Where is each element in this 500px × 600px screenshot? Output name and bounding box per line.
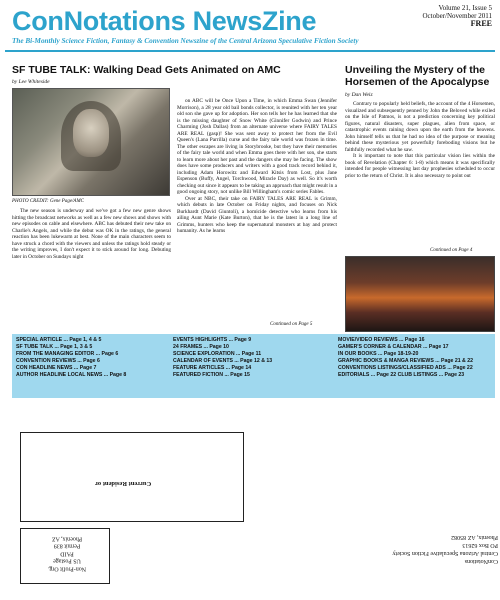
return-line: ConNotations: [464, 558, 498, 564]
article1-continued: Continued on Page 5: [270, 322, 313, 327]
current-resident-label: Current Resident or: [95, 480, 152, 487]
index-item[interactable]: FEATURE ARTICLES ... Page 14: [173, 364, 252, 371]
index-column-1: [16, 337, 166, 378]
article1-col1-text: The new season is underway and we've got a few new genre shows hitting the broadcast networks as well as a few new shows and shows with new episodes on cable and elsewhere. ABC has debuted their new take on Charlie's Angels, and while the debut was OK in the ratings, the general reaction has been lukewarm at best. None of the main characters seem to have struck a chord with the viewers and unless the ratings hold steady or the writing improves, I don't expect it to stick around for long. Debuting later in October on Sundays night: [12, 208, 171, 260]
index-item[interactable]: IN OUR BOOKS ... Page 18-19-20: [338, 350, 419, 357]
return-line: Central Arizona Speculative Fiction Society: [392, 550, 498, 556]
index-column-3: [338, 337, 493, 378]
article1-headline: SF TUBE TALK: Walking Dead Gets Animated on AMC: [12, 64, 281, 76]
index-item[interactable]: 24 FRAMES ... Page 10: [173, 343, 229, 350]
mailing-label-box: [20, 432, 244, 522]
postage-line: Non-Profit Org.: [47, 565, 87, 572]
zombie-face-shape: [73, 109, 109, 157]
postage-line: Phoenix, AZ: [51, 535, 83, 542]
return-line: Phoenix, AZ 85082: [451, 534, 498, 540]
postage-indicia: [35, 534, 99, 572]
article1-col2-para2: Over at NBC, their take on FAIRY TALES ARE REAL is Grimm, which debuts in late October on Friday nights, and focuses on Nick Burkhardt (David Giuntoli), a homicide detective who learns from his ailing Aunt Marie (Kate Burton), that he is the latest in a long line of Grimms, hunters who keep the supernatural monsters at bay and protect humanity. As he learns: [177, 195, 337, 234]
postage-line: Permit 839: [53, 543, 81, 549]
issue-date: October/November 2011: [422, 12, 492, 20]
index-item[interactable]: SCIENCE EXPLORATION ... Page 11: [173, 350, 262, 357]
article2-headline: Unveiling the Mystery of the Horsemen of the Apocalypse: [345, 64, 490, 88]
index-item[interactable]: FEATURED FICTION ... Page 15: [173, 371, 250, 378]
index-item[interactable]: EDITORIALS ... Page 22 CLUB LISTINGS ... Page 23: [338, 371, 465, 378]
index-item[interactable]: AUTHOR HEADLINE LOCAL NEWS ... Page 8: [16, 371, 127, 378]
article1-column2: [177, 98, 337, 235]
newszine-title: ConNotations NewsZine: [12, 6, 317, 36]
article1-column1: [12, 208, 171, 260]
postage-line: US Postage: [53, 558, 81, 564]
article2-column: [345, 101, 495, 179]
index-item[interactable]: EVENTS HIGHLIGHTS ... Page 9: [173, 337, 252, 343]
article1-byline: by Lee Whiteside: [12, 79, 50, 85]
article2-para2: It is important to note that this particular vision lies within the book of Revelation (Chapter 6: 1-8) which means it was specifically intended for people witnessing last day prophesies scheduled to occur prior to the return of Christ. It is also necessary to point out: [345, 153, 495, 179]
masthead-subtitle: The Bi-Monthly Science Fiction, Fantasy & Convention Newszine of the Central Arizona Speculative Fiction Society: [12, 37, 359, 45]
article1-col2-para1: on ABC will be Once Upon a Time, in which Emma Swan (Jennifer Morrison), a 28 year old bail bonds collector, is reunited with her ten year old son she gave up for adoption. Her son tells her he has learned that she is the missing daughter of Snow White (Ginnifer Godwin) and Prince Charming (Josh Dallas) from an alternate universe where FAIRY TALES ARE REAL (gasp)! She was sent away to protect her from the Evil Queen's (Lana Parrilla) curse and the fairy tale world was frozen in time. The other escapes are living in Storybrooke, but they have their memories of the fairy tale world and when Emma goes there with her son, she starts to learn more about her past and the dangers she may be facing. The show does have some producers and writers with a good track record behind it, including Adam Horowitz and Edward Kitsis from Lost, plus Jane Espenson (Buffy, Angel, Torchwood, Miracle Day) as well. So it's worth checking out since it appears to be taking an approach that might result in a good ongoing story, not unlike Bill Willingham's comic series Fables.: [177, 98, 337, 195]
index-item[interactable]: GAMER'S CORNER & CALENDAR ... Page 17: [338, 343, 449, 350]
index-item[interactable]: SPECIAL ARTICLE ... Page 1, 4 & 5: [16, 337, 102, 343]
issue-info: [422, 4, 492, 28]
return-line: PO Box 62613: [462, 542, 498, 548]
index-item[interactable]: CONVENTIONS LISTINGS/CLASSIFIED ADS ... Page 22: [338, 364, 473, 371]
index-item[interactable]: CONVENTION REVIEWS ... Page 6: [16, 357, 100, 364]
horsemen-illustration: [345, 256, 495, 332]
index-item[interactable]: CON HEADLINE NEWS ... Page 7: [16, 364, 97, 371]
masthead-rule: [5, 50, 495, 52]
volume-issue: Volume 21, Issue 5: [438, 4, 492, 12]
index-item[interactable]: SF TUBE TALK ... Page 1, 3 & 5: [16, 343, 93, 350]
contents-index: [12, 334, 495, 398]
index-item[interactable]: FROM THE MANAGING EDITOR ... Page 6: [16, 350, 119, 357]
index-item[interactable]: CALENDAR OF EVENTS ... Page 12 & 13: [173, 357, 273, 364]
article2-byline: by Dan Weiz: [345, 92, 373, 98]
photo-credit: PHOTO CREDIT: Gene Page/AMC: [12, 199, 84, 204]
index-column-2: [173, 337, 321, 378]
article2-para1: Contrary to popularly held beliefs, the account of the 4 Horsemen, visualized and subsequently penned by John the Beloved while exiled on the Isle of Patmos, is not a prediction concerning key political figures, natural disasters, super plagues, alien from space, or catastrophic events raining down upon the earth from the heavens. John himself tells us that he had no idea of the purpose or meaning behind these mysterious yet powerfully foreboding visions but he faithfully recorded what he saw.: [345, 101, 495, 153]
walking-dead-photo: [12, 88, 170, 196]
price-free: FREE: [470, 19, 492, 28]
index-item[interactable]: MOVIE/VIDEO REVIEWS ... Page 16: [338, 337, 425, 343]
postage-line: PAID: [60, 550, 74, 557]
return-address: [388, 533, 498, 565]
article2-continued: Continued on Page 4: [430, 248, 473, 253]
index-item[interactable]: GRAPHIC BOOKS & MANGA REVIEWS ... Page 21 & 22: [338, 357, 473, 364]
